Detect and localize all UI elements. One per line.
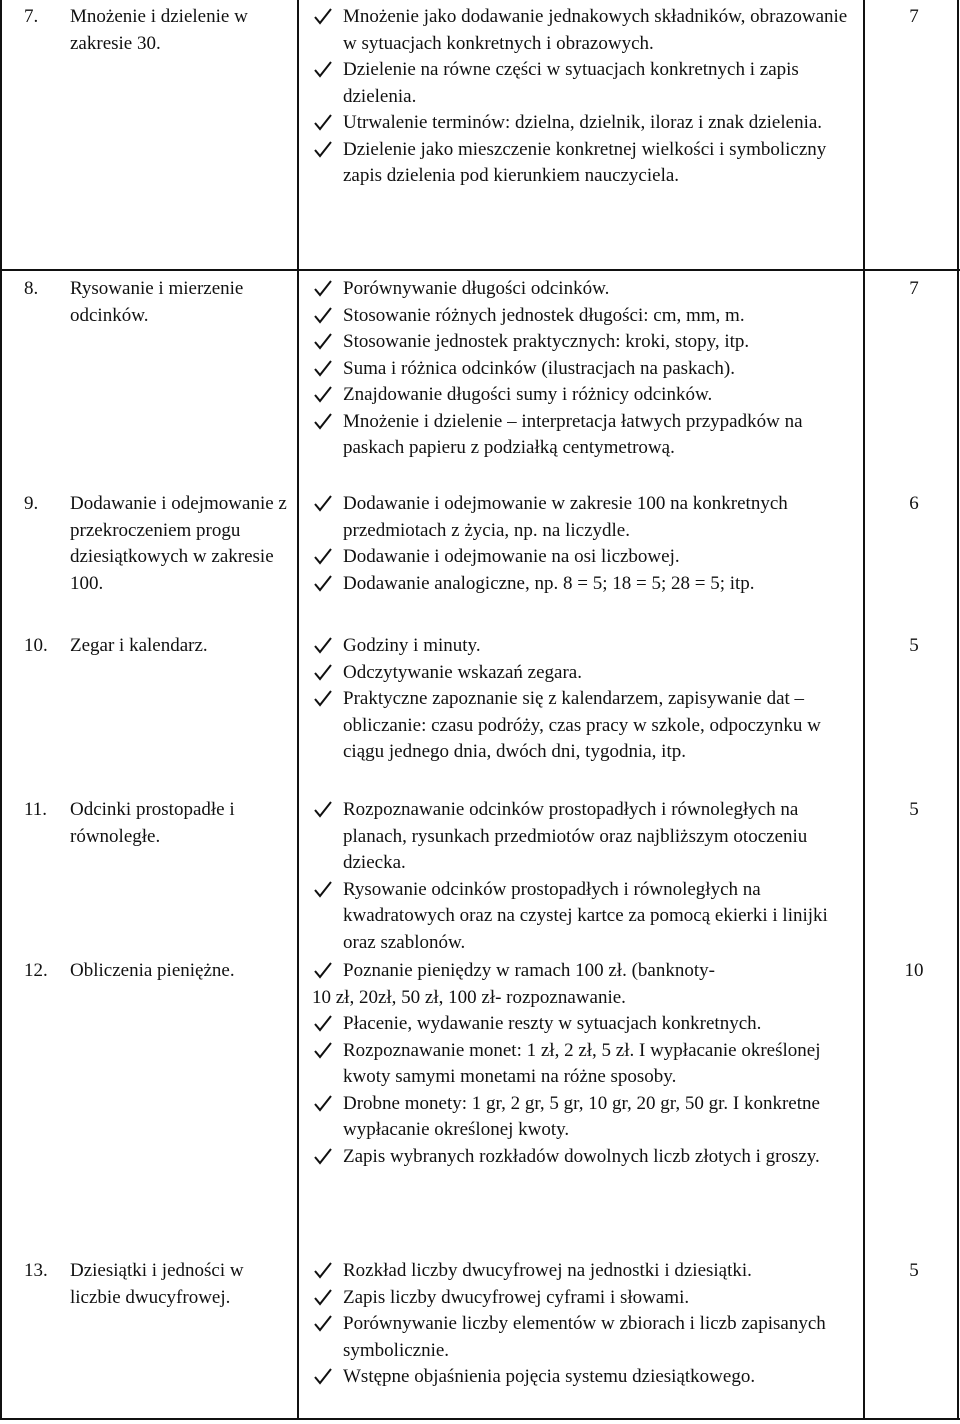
- list-item: [312, 1038, 862, 1091]
- checkmark-icon: [312, 797, 334, 823]
- table-column-divider-title: [297, 0, 299, 1420]
- table-row-divider: [0, 269, 960, 271]
- topic-title: Dodawanie i odejmowanie z przekroczeniem progu dziesiątkowych w zakresie 100.: [70, 493, 287, 594]
- checkmark-icon: [312, 57, 334, 83]
- checkmark-icon: [312, 329, 334, 355]
- list-item: [312, 797, 862, 877]
- checkmark-icon: [312, 1091, 334, 1117]
- list-item-text: Poznanie pieniędzy w ramach 100 zł. (banknoty-: [343, 960, 715, 981]
- checkmark-icon: [312, 633, 334, 659]
- list-item: [312, 303, 862, 330]
- list-item: [312, 544, 862, 571]
- checkmark-icon: [312, 491, 334, 517]
- hours-count: 10: [904, 960, 924, 981]
- hours-count: 5: [909, 1260, 919, 1281]
- list-item-text: Dodawanie analogiczne, np. 8 = 5; 18 = 5; 28 = 5; itp.: [343, 572, 755, 594]
- hours-count: 7: [909, 278, 919, 299]
- list-item-text: Dodawanie i odejmowanie w zakresie 100 na konkretnych przedmiotach z życia, np. na liczydle.: [343, 493, 788, 541]
- table-border-right: [957, 0, 959, 1420]
- hours-count: 6: [909, 493, 919, 514]
- list-item-text: Godziny i minuty.: [343, 635, 481, 656]
- list-item-text: Utrwalenie terminów: dzielna, dzielnik, iloraz i znak dzielenia.: [343, 112, 823, 133]
- checkmark-icon: [312, 1285, 334, 1311]
- list-item-text: Suma i różnica odcinków (ilustracjach na paskach).: [343, 357, 735, 379]
- topic-item-list: [312, 491, 862, 597]
- list-item: [312, 958, 862, 985]
- list-item-text: Mnożenie i dzielenie – interpretacja łatwych przypadków na paskach papieru z podziałką centymetrową.: [343, 410, 803, 458]
- list-item-text: Rysowanie odcinków prostopadłych i równoległych na kwadratowych oraz na czystej kartce za pomocą ekierki i linijki oraz szablonów.: [343, 878, 828, 953]
- checkmark-icon: [312, 276, 334, 302]
- checkmark-icon: [312, 571, 334, 597]
- list-item-text: Stosowanie różnych jednostek długości: cm, mm, m.: [343, 304, 745, 326]
- topic-title: Dziesiątki i jedności w liczbie dwucyfrowej.: [70, 1260, 244, 1308]
- list-item: [312, 1011, 862, 1038]
- list-item: [312, 1364, 862, 1391]
- checkmark-icon: [312, 1258, 334, 1284]
- table-border-left: [0, 0, 2, 1420]
- list-item-text: Dzielenie na równe części w sytuacjach konkretnych i zapis dzielenia.: [343, 59, 799, 107]
- list-item-text: Mnożenie jako dodawanie jednakowych składników, obrazowanie w sytuacjach konkretnych i obrazowych.: [343, 6, 848, 54]
- list-item: [312, 276, 862, 303]
- checkmark-icon: [312, 137, 334, 163]
- topic-item-list: [312, 1258, 862, 1391]
- topic-item-list: [312, 4, 862, 190]
- checkmark-icon: [312, 303, 334, 329]
- topic-item-list: [312, 958, 862, 1170]
- list-item-text: Rozpoznawanie monet: 1 zł, 2 zł, 5 zł. I wypłacanie określonej kwoty samymi monetami na różne sposoby.: [343, 1039, 821, 1087]
- topic-item-list: [312, 797, 862, 956]
- checkmark-icon: [312, 1364, 334, 1390]
- list-item: [312, 4, 862, 57]
- hours-count: 5: [909, 799, 919, 820]
- list-item: [312, 382, 862, 409]
- topic-number: 10.: [24, 635, 48, 656]
- checkmark-icon: [312, 958, 334, 984]
- list-item: [312, 329, 862, 356]
- topic-number: 11.: [24, 799, 48, 820]
- list-item-text: Drobne monety: 1 gr, 2 gr, 5 gr, 10 gr, 20 gr, 50 gr. I konkretne wypłacanie określonej kwoty.: [343, 1092, 820, 1140]
- hours-count: 5: [909, 635, 919, 656]
- table-row-divider: [0, 1418, 960, 1420]
- topic-number: 12.: [24, 960, 48, 981]
- checkmark-icon: [312, 356, 334, 382]
- list-item-text: Rozkład liczby dwucyfrowej na jednostki i dziesiątki.: [343, 1260, 752, 1281]
- topic-item-list: [312, 633, 862, 766]
- list-item: [312, 1258, 862, 1285]
- list-item-text: Zapis liczby dwucyfrowej cyframi i słowami.: [343, 1286, 690, 1308]
- checkmark-icon: [312, 409, 334, 435]
- checkmark-icon: [312, 1311, 334, 1337]
- list-item: [312, 491, 862, 544]
- topic-number: 9.: [24, 493, 39, 514]
- list-item: [312, 686, 862, 766]
- checkmark-icon: [312, 544, 334, 570]
- checkmark-icon: [312, 660, 334, 686]
- topic-title: Odcinki prostopadłe i równoległe.: [70, 799, 235, 847]
- checkmark-icon: [312, 686, 334, 712]
- topic-title: Mnożenie i dzielenie w zakresie 30.: [70, 6, 248, 54]
- list-item-text: Wstępne objaśnienia pojęcia systemu dziesiątkowego.: [343, 1366, 756, 1387]
- hours-count: 7: [909, 6, 919, 27]
- list-item: [312, 633, 862, 660]
- list-item: [312, 137, 862, 190]
- list-item-text: Porównywanie długości odcinków.: [343, 278, 610, 299]
- topic-number: 7.: [24, 6, 39, 27]
- table-column-divider-hours: [863, 0, 865, 1420]
- list-item-text: Rozpoznawanie odcinków prostopadłych i równoległych na planach, rysunkach przedmiotów oraz najbliższym otoczeniu dziecka.: [343, 799, 808, 873]
- list-item: [312, 110, 862, 137]
- checkmark-icon: [312, 1144, 334, 1170]
- topic-title: Zegar i kalendarz.: [70, 635, 208, 656]
- list-item-text: Odczytywanie wskazań zegara.: [343, 661, 582, 683]
- list-item-text: Płacenie, wydawanie reszty w sytuacjach konkretnych.: [343, 1013, 762, 1034]
- list-item-continuation: [312, 985, 862, 1012]
- list-item-text: Znajdowanie długości sumy i różnicy odcinków.: [343, 384, 713, 405]
- list-item: [312, 57, 862, 110]
- list-item-text: Porównywanie liczby elementów w zbiorach i liczb zapisanych symbolicznie.: [343, 1313, 826, 1361]
- list-item-text: Zapis wybranych rozkładów dowolnych liczb złotych i groszy.: [343, 1145, 820, 1167]
- checkmark-icon: [312, 4, 334, 30]
- list-item: [312, 1311, 862, 1364]
- checkmark-icon: [312, 382, 334, 408]
- list-item: [312, 1144, 862, 1171]
- topic-number: 13.: [24, 1260, 48, 1281]
- list-item-text: Dzielenie jako mieszczenie konkretnej wielkości i symboliczny zapis dzielenia pod kierunkiem nauczyciela.: [343, 138, 827, 186]
- list-item-text: Stosowanie jednostek praktycznych: kroki, stopy, itp.: [343, 331, 750, 352]
- list-item: [312, 1091, 862, 1144]
- checkmark-icon: [312, 877, 334, 903]
- topic-title: Obliczenia pieniężne.: [70, 960, 235, 981]
- list-item: [312, 571, 862, 598]
- list-item-text: Dodawanie i odejmowanie na osi liczbowej.: [343, 546, 680, 567]
- topic-item-list: [312, 276, 862, 462]
- checkmark-icon: [312, 110, 334, 136]
- topic-number: 8.: [24, 278, 39, 299]
- list-item-text: 10 zł, 20zł, 50 zł, 100 zł- rozpoznawanie.: [312, 986, 626, 1008]
- topic-title: Rysowanie i mierzenie odcinków.: [70, 278, 244, 326]
- checkmark-icon: [312, 1038, 334, 1064]
- list-item: [312, 1285, 862, 1312]
- list-item: [312, 877, 862, 957]
- checkmark-icon: [312, 1011, 334, 1037]
- list-item-text: Praktyczne zapoznanie się z kalendarzem, zapisywanie dat – obliczanie: czasu podróży, czas pracy w szkole, odpoczynku w ciągu jednego dnia, dwóch dni, tygodnia, itp.: [343, 688, 821, 762]
- list-item: [312, 356, 862, 383]
- list-item: [312, 660, 862, 687]
- list-item: [312, 409, 862, 462]
